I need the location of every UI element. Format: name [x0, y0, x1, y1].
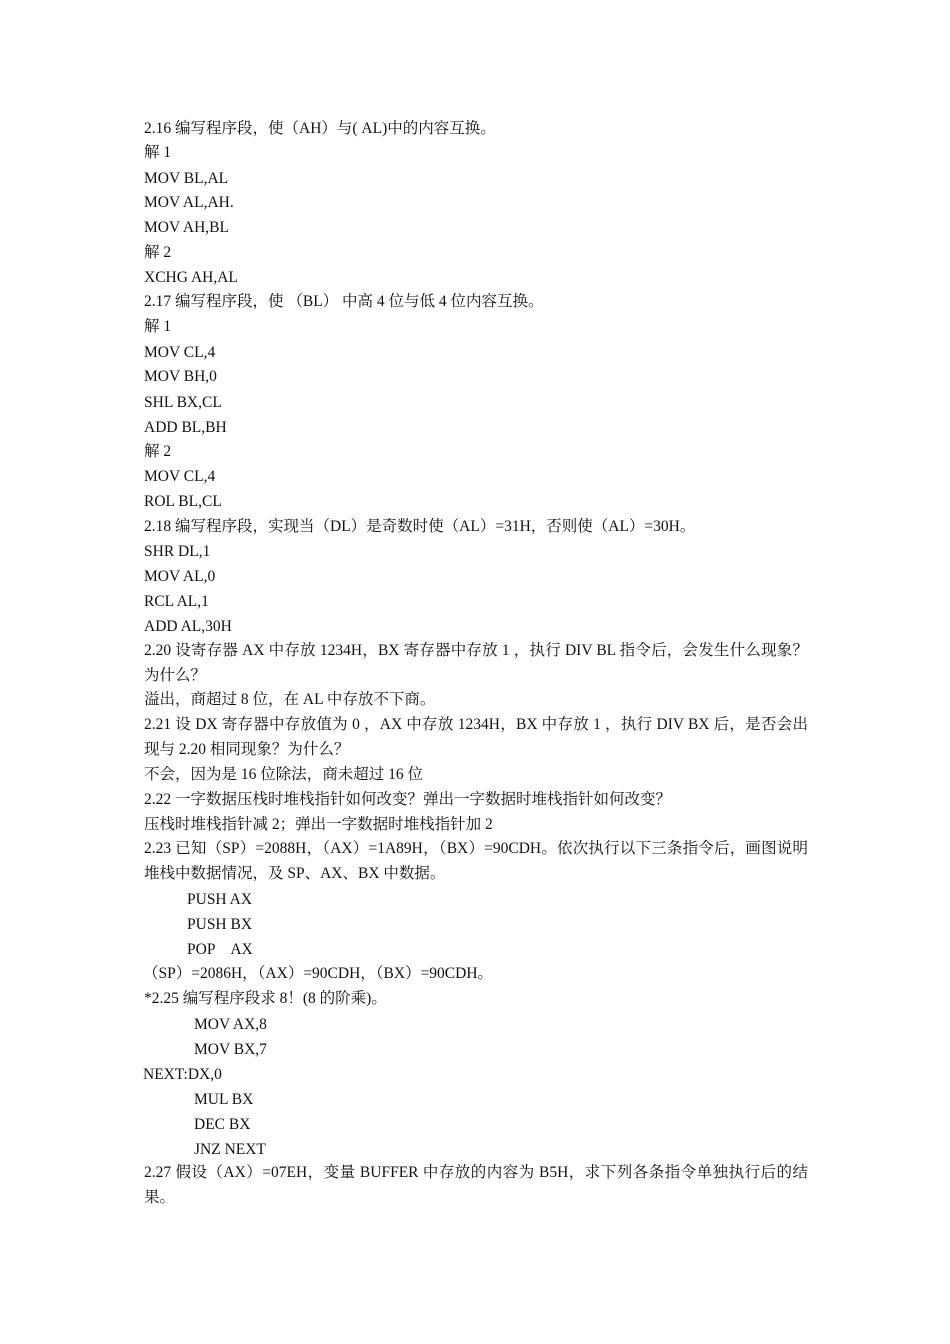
code-line: MOV CL,4: [144, 468, 216, 485]
solution-label: 解 2: [144, 244, 172, 261]
code-line: SHL BX,CL: [144, 394, 222, 411]
code-line: MOV CL,4: [144, 344, 216, 361]
code-line: MOV BX,7: [194, 1041, 267, 1058]
answer-2-22: 压栈时堆栈指针减 2；弹出一字数据时堆栈指针加 2: [144, 816, 493, 833]
question-2-16: 2.16 编写程序段，使（AH）与( AL)中的内容互换。: [144, 120, 496, 137]
code-line: POP AX: [187, 941, 253, 958]
question-2-20: 2.20 设寄存器 AX 中存放 1234H，BX 寄存器中存放 1 ，执行 DIV BL 指令后，会发生什么现象？为什么？: [144, 642, 808, 684]
question-2-27: 2.27 假设（AX）=07EH，变量 BUFFER 中存放的内容为 B5H，求下列各条指令单独执行后的结果。: [144, 1164, 808, 1206]
answer-2-20: 溢出，商超过 8 位，在 AL 中存放不下商。: [144, 691, 436, 708]
question-2-17: 2.17 编写程序段，使 （BL） 中高 4 位与低 4 位内容互换。: [144, 293, 544, 310]
code-line: MUL BX: [194, 1091, 254, 1108]
solution-label: 解 1: [144, 144, 172, 161]
code-line: DEC BX: [194, 1116, 251, 1133]
code-line: PUSH BX: [187, 916, 253, 933]
solution-label: 解 2: [144, 443, 172, 460]
code-line: MOV AX,8: [194, 1016, 267, 1033]
question-2-21: 2.21 设 DX 寄存器中存放值为 0 ，AX 中存放 1234H，BX 中存放 1 ，执行 DIV BX 后，是否会出现与 2.20 相同现象？为什么？: [144, 716, 808, 758]
question-2-23: 2.23 已知（SP）=2088H，（AX）=1A89H，（BX）=90CDH。依次执行以下三条指令后，画图说明堆栈中数据情况，及 SP、AX、BX 中数据。: [144, 840, 808, 882]
code-line: ADD AL,30H: [144, 618, 232, 635]
code-line: NEXT:DX,0: [143, 1066, 222, 1083]
question-2-22: 2.22 一字数据压栈时堆栈指针如何改变？弹出一字数据时堆栈指针如何改变？: [144, 791, 672, 808]
code-line: JNZ NEXT: [194, 1141, 266, 1158]
code-line: ROL BL,CL: [144, 493, 222, 510]
question-2-18: 2.18 编写程序段，实现当（DL）是奇数时使（AL）=31H，否则使（AL）=30H。: [144, 518, 696, 535]
code-line: MOV BH,0: [144, 368, 217, 385]
code-line: MOV BL,AL: [144, 170, 229, 187]
code-line: RCL AL,1: [144, 593, 209, 610]
code-line: MOV AL,AH.: [144, 194, 234, 211]
code-line: XCHG AH,AL: [144, 269, 238, 286]
answer-2-23: （SP）=2086H，（AX）=90CDH，（BX）=90CDH。: [143, 965, 494, 982]
question-2-25: *2.25 编写程序段求 8！(8 的阶乘)。: [144, 990, 387, 1007]
code-line: SHR DL,1: [144, 543, 211, 560]
code-line: ADD BL,BH: [144, 419, 227, 436]
code-line: PUSH AX: [187, 891, 253, 908]
answer-2-21: 不会，因为是 16 位除法，商未超过 16 位: [144, 766, 424, 783]
solution-label: 解 1: [144, 318, 172, 335]
code-line: MOV AH,BL: [144, 219, 229, 236]
code-line: MOV AL,0: [144, 568, 216, 585]
